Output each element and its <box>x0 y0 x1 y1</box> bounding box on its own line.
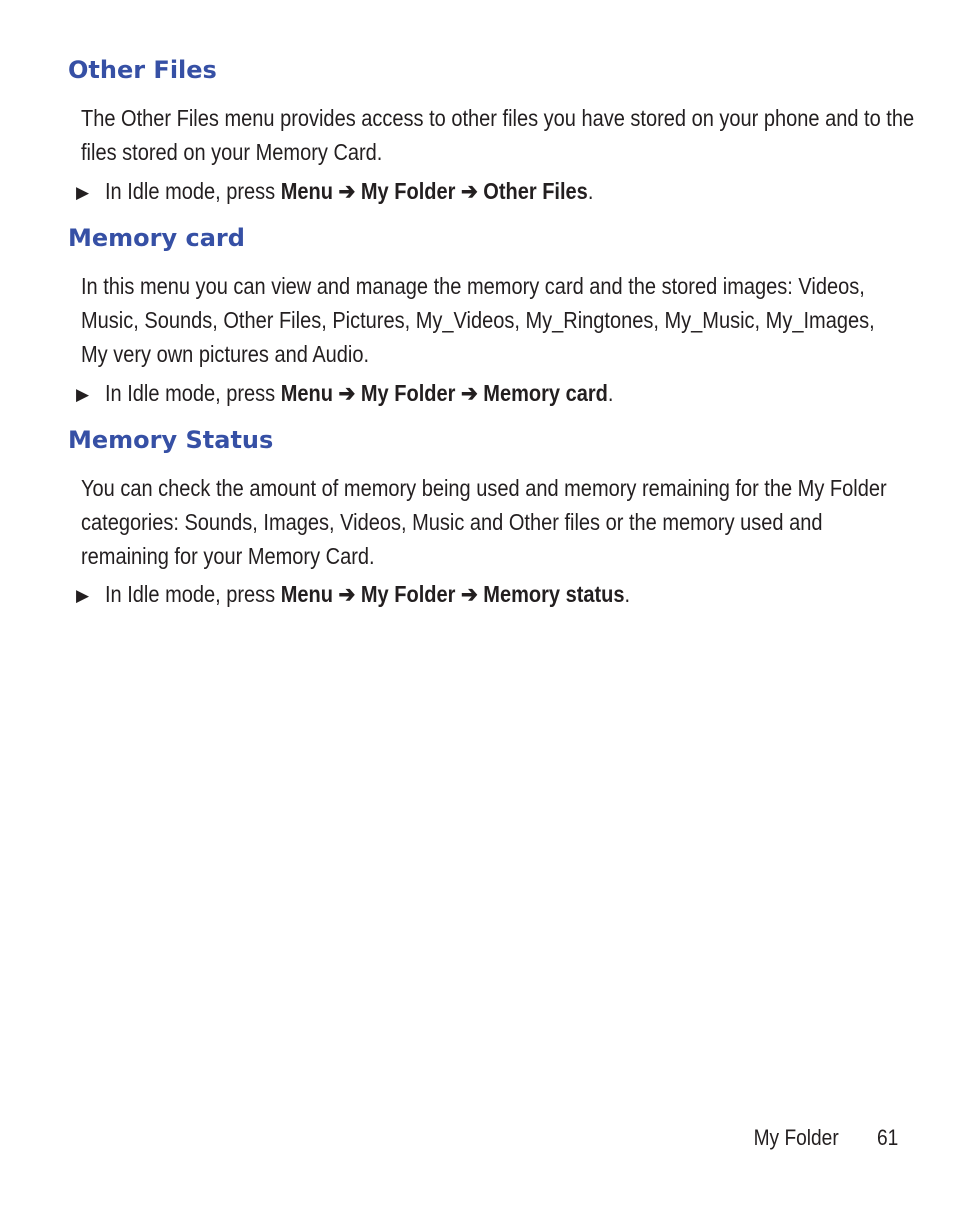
menu-path-item: My Folder <box>360 581 456 607</box>
bullet-icon: ▶ <box>76 183 90 202</box>
page-number: 61 <box>876 1125 898 1150</box>
section-body-memory-status: You can check the amount of memory being used and memory remaining for the My Folder categories: Sounds, Images, Videos, Music and Other files or the memory used and remaining for your Memory Card. <box>81 475 887 569</box>
section-title-memory-status: Memory Status <box>68 426 274 454</box>
step-other-files <box>76 176 666 208</box>
section-body-other-files: The Other Files menu provides access to other files you have stored on your phone and to the files stored on your Memory Card. <box>81 105 915 165</box>
step-memory-status <box>76 579 709 611</box>
step-suffix: . <box>587 178 594 204</box>
step-prefix: In Idle mode, press <box>105 178 281 204</box>
menu-path-item: Menu <box>280 178 333 204</box>
arrow-icon: ➔ <box>460 178 478 204</box>
menu-path-item: Memory status <box>483 581 625 607</box>
bullet-icon: ▶ <box>76 586 90 605</box>
bullet-icon: ▶ <box>76 385 90 404</box>
section-body-memory-card: In this menu you can view and manage the memory card and the stored images: Videos, Music, Sounds, Other Files, Pictures, My_Videos, My_Ringtones, My_Music, My_Images, My very own pictures and Audio. <box>81 273 875 367</box>
menu-path-item: Other Files <box>483 178 588 204</box>
arrow-icon: ➔ <box>338 581 356 607</box>
step-prefix: In Idle mode, press <box>105 380 281 406</box>
step-suffix: . <box>624 581 631 607</box>
arrow-icon: ➔ <box>460 581 478 607</box>
section-title-memory-card: Memory card <box>68 224 245 252</box>
arrow-icon: ➔ <box>338 178 356 204</box>
step-suffix: . <box>607 380 614 406</box>
step-prefix: In Idle mode, press <box>105 581 281 607</box>
menu-path-item: Menu <box>280 581 333 607</box>
menu-path-item: Menu <box>280 380 333 406</box>
menu-path-item: My Folder <box>360 178 456 204</box>
footer-chapter-title: My Folder <box>753 1125 839 1150</box>
page-footer <box>753 1125 898 1151</box>
section-title-other-files: Other Files <box>68 56 217 84</box>
step-memory-card <box>76 378 689 410</box>
arrow-icon: ➔ <box>338 380 356 406</box>
menu-path-item: My Folder <box>360 380 456 406</box>
menu-path-item: Memory card <box>483 380 608 406</box>
arrow-icon: ➔ <box>460 380 478 406</box>
